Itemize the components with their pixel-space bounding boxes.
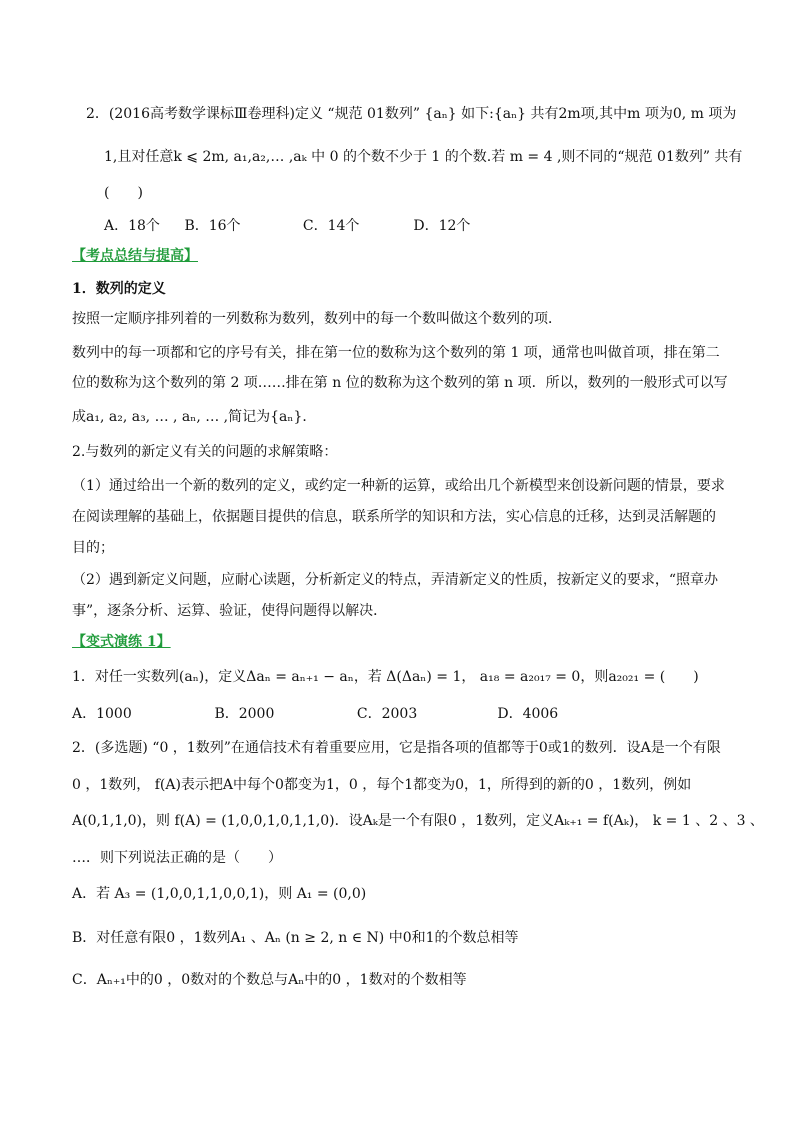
practice-1-stem: 1．对任一实数列(aₙ)，定义Δaₙ = aₙ₊₁ − aₙ，若 Δ(Δaₙ) = 1， a₁₈ = a₂₀₁₇ = 0，则a₂₀₂₁ = ( ) bbox=[72, 669, 699, 685]
practice-2-line-2: 0 ，1数列， f(A)表示把A中每个0都变为1，0 ，每个1都变为0，1，所得到的新的0 ，1数列，例如 bbox=[72, 777, 692, 793]
question-2-answer-paren: ( ) bbox=[104, 185, 143, 201]
section-2-point-1-line-2: 在阅读理解的基础上，依据题目提供的信息，联系所学的知识和方法，实心信息的迁移，达到灵活解题的 bbox=[72, 509, 716, 525]
section-1-para-2-line-1: 数列中的每一项都和它的序号有关，排在第一位的数称为这个数列的第 1 项，通常也叫做首项，排在第二 bbox=[72, 345, 720, 361]
option-d: D．4006 bbox=[497, 706, 559, 722]
practice-1-options bbox=[72, 704, 558, 724]
section-1-para-2-line-2: 位的数称为这个数列的第 2 项……排在第 n 位的数称为这个数列的第 n 项．所以，数列的一般形式可以写 bbox=[72, 375, 728, 391]
section-2-title: 2.与数列的新定义有关的问题的求解策略： bbox=[72, 444, 338, 460]
section-1-title: 1．数列的定义 bbox=[72, 281, 166, 297]
option-b: B．16个 bbox=[184, 218, 241, 234]
section-2-point-1-line-3: 目的； bbox=[72, 540, 114, 556]
section-1-para-1: 按照一定顺序排列着的一列数称为数列，数列中的每一个数叫做这个数列的项． bbox=[72, 311, 562, 327]
question-2-options bbox=[104, 216, 470, 236]
option-c: C．14个 bbox=[302, 218, 360, 234]
practice-2-option-a: A．若 A₃ = (1,0,0,1,1,0,0,1)，则 A₁ = (0,0) bbox=[72, 886, 367, 902]
option-d: D．12个 bbox=[413, 218, 471, 234]
section-2-point-2-line-1: （2）遇到新定义问题，应耐心读题，分析新定义的特点，弄清新定义的性质，按新定义的要求，“照章办 bbox=[72, 572, 719, 588]
section-1-para-2-line-3: 成a₁, a₂, a₃, … , aₙ, … ,简记为{aₙ}． bbox=[72, 409, 317, 425]
practice-2-option-c: C．Aₙ₊₁中的0 ，0数对的个数总与Aₙ中的0 ，1数对的个数相等 bbox=[72, 972, 467, 988]
option-a: A．1000 bbox=[72, 706, 132, 722]
summary-heading: 【考点总结与提高】 bbox=[72, 248, 198, 264]
option-b: B．2000 bbox=[214, 706, 275, 722]
section-2-point-1-line-1: （1）通过给出一个新的数列的定义，或约定一种新的运算，或给出几个新模型来创设新问题的情景，要求 bbox=[72, 478, 725, 494]
option-a: A．18个 bbox=[104, 218, 160, 234]
practice-2-line-3: A(0,1,1,0)，则 f(A) = (1,0,0,1,0,1,1,0)．设Aₖ是一个有限0 ，1数列，定义Aₖ₊₁ = f(Aₖ)， k = 1 、2 、3 、 bbox=[72, 813, 764, 829]
question-2-line-2: 1,且对任意k ⩽ 2m, a₁,a₂,… ,aₖ 中 0 的个数不少于 1 的个数.若 m = 4 ,则不同的“规范 01数列” 共有 bbox=[104, 149, 743, 165]
question-2-line-1: 2．(2016高考数学课标Ⅲ卷理科)定义 “规范 01数列” {aₙ} 如下:{aₙ} 共有2m项,其中m 项为0, m 项为 bbox=[86, 106, 737, 122]
practice-2-line-1: 2．(多选题) “0 ，1数列”在通信技术有着重要应用，它是指各项的值都等于0或1的数列．设A是一个有限 bbox=[72, 740, 721, 756]
option-c: C．2003 bbox=[356, 706, 418, 722]
practice-2-line-4: …．则下列说法正确的是（ ） bbox=[72, 850, 282, 866]
practice-heading: 【变式演练 1】 bbox=[72, 634, 171, 650]
practice-2-option-b: B．对任意有限0 ，1数列A₁ 、Aₙ (n ≥ 2, n ∈ N) 中0和1的个数总相等 bbox=[72, 930, 519, 946]
section-2-point-2-line-2: 事”，逐条分析、运算、验证，使得问题得以解决． bbox=[72, 603, 388, 619]
